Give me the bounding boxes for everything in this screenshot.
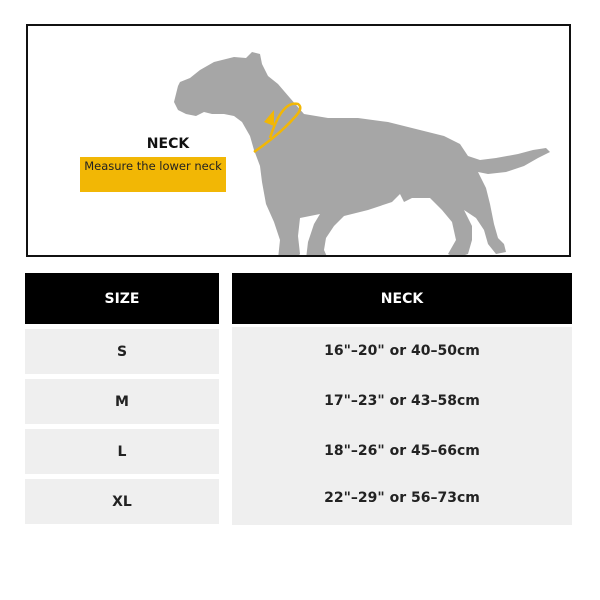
size-cell-l: L	[25, 429, 219, 474]
diagram-title: NECK	[146, 136, 190, 152]
neck-cell-m: 17"–23" or 43–58cm	[324, 393, 480, 409]
size-header: SIZE	[25, 273, 219, 324]
size-cell-m: M	[25, 379, 219, 424]
neck-cell-s: 16"–20" or 40–50cm	[324, 343, 480, 359]
size-cell-s: S	[25, 329, 219, 374]
neck-cell-l: 18"–26" or 45–66cm	[324, 443, 480, 459]
instruction-label: Measure the lower neck	[80, 157, 226, 192]
dog-silhouette-icon	[28, 26, 571, 257]
neck-column	[232, 327, 572, 525]
neck-header: NECK	[232, 273, 572, 324]
size-cell-xl: XL	[25, 479, 219, 524]
neck-cell-xl: 22"–29" or 56–73cm	[324, 490, 480, 506]
measurement-diagram	[26, 24, 571, 257]
